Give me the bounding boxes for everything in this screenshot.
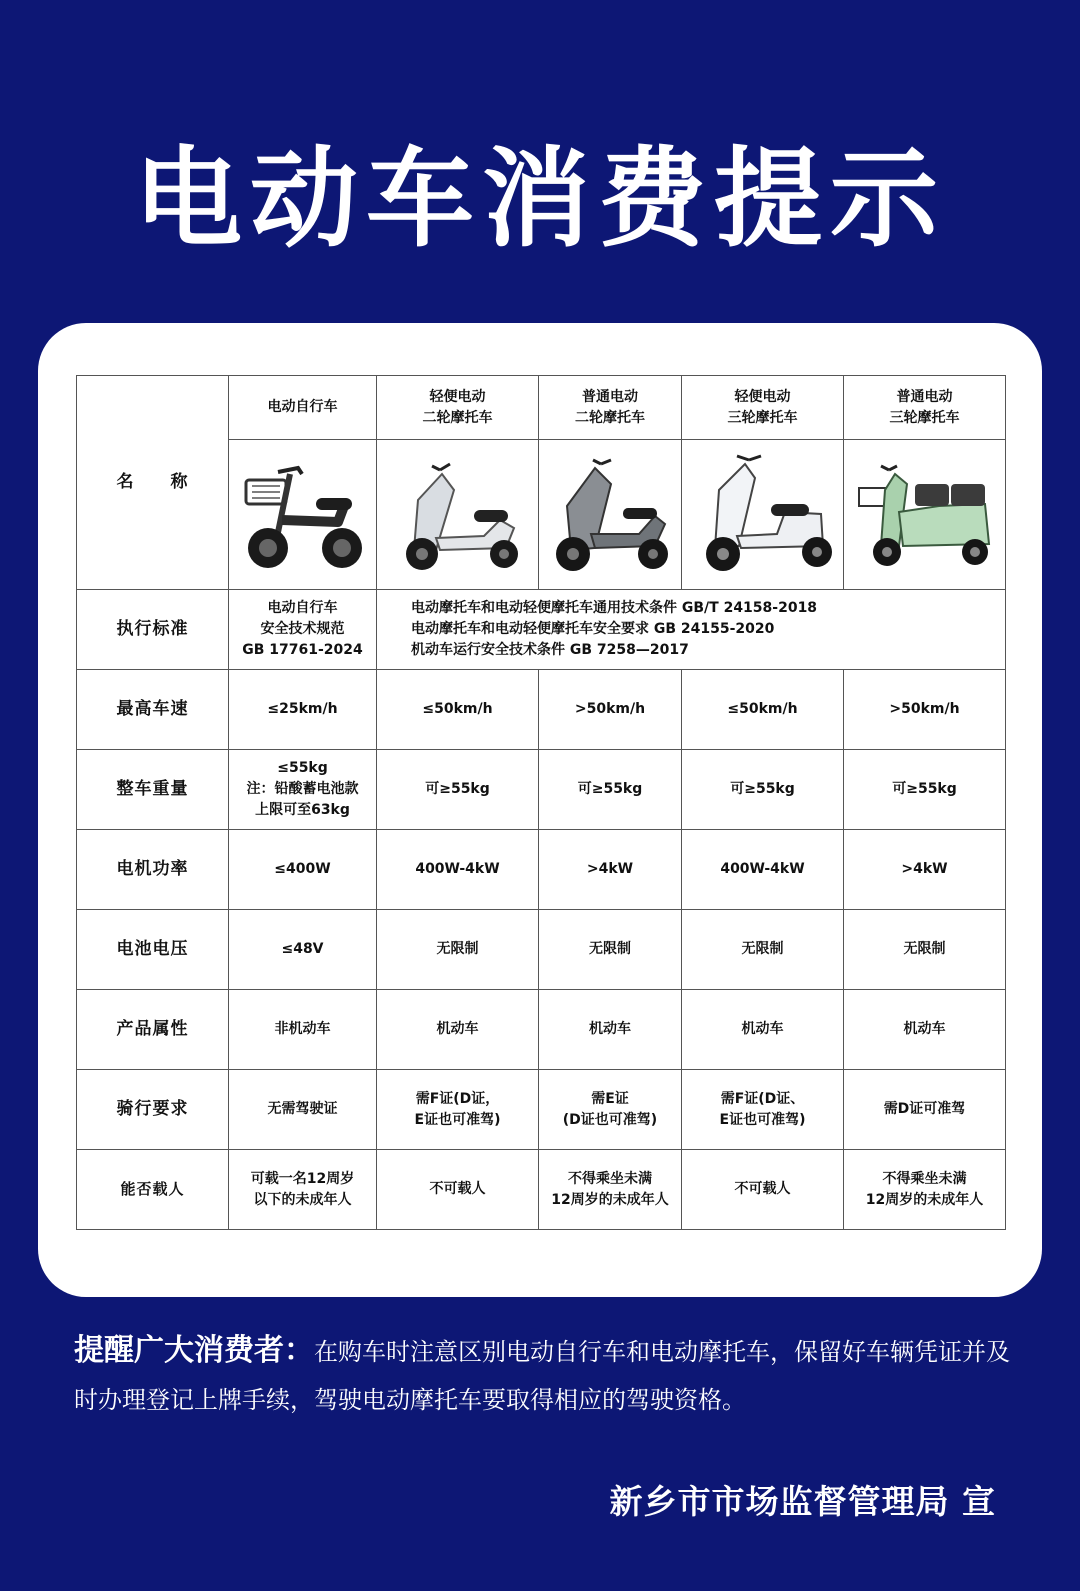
electric-tricycle-photo: [844, 440, 1006, 590]
table-cell: 不可载人: [682, 1150, 844, 1230]
table-cell: ≤50km/h: [377, 670, 539, 750]
standard-motorcycles: 电动摩托车和电动轻便摩托车通用技术条件 GB/T 24158-2018 电动摩托车和电动轻便摩托车安全要求 GB 24155-2020 机动车运行安全技术条件 GB 7258—2017: [377, 590, 1006, 670]
consumer-reminder: [74, 1327, 1024, 1424]
row-label-passenger: 能否载人: [77, 1150, 229, 1230]
table-cell: ≤50km/h: [682, 670, 844, 750]
table-row: [77, 830, 1006, 910]
row-label-voltage: 电池电压: [77, 910, 229, 990]
table-cell: 可≥55kg: [377, 750, 539, 830]
table-cell: 可≥55kg: [682, 750, 844, 830]
table-cell: 无限制: [377, 910, 539, 990]
reminder-text: 在购车时注意区别电动自行车和电动摩托车，保留好车辆凭证并及时办理登记上牌手续，驾驶电动摩托车要取得相应的驾驶资格。: [74, 1338, 1010, 1414]
row-label-riding: 骑行要求: [77, 1070, 229, 1150]
table-row: [77, 1070, 1006, 1150]
table-cell: 需F证(D证、 E证也可准驾): [682, 1070, 844, 1150]
table-cell: 非机动车: [229, 990, 377, 1070]
table-row: [77, 670, 1006, 750]
light-electric-motorcycle-photo: [377, 440, 539, 590]
comparison-table: [76, 375, 1006, 1230]
table-cell: ≤48V: [229, 910, 377, 990]
row-label-weight: 整车重量: [77, 750, 229, 830]
table-cell: 可≥55kg: [844, 750, 1006, 830]
table-cell: 可载一名12周岁 以下的未成年人: [229, 1150, 377, 1230]
table-cell: 机动车: [539, 990, 682, 1070]
e-bicycle-photo: [229, 440, 377, 590]
column-header-tricycle: 普通电动 三轮摩托车: [844, 376, 1006, 440]
row-label-standard: 执行标准: [77, 590, 229, 670]
table-cell: 机动车: [844, 990, 1006, 1070]
table-cell: 无需驾驶证: [229, 1070, 377, 1150]
table-cell: 需E证 (D证也可准驾): [539, 1070, 682, 1150]
column-header-light-motorcycle: 轻便电动 二轮摩托车: [377, 376, 539, 440]
table-cell: >4kW: [844, 830, 1006, 910]
table-cell: 400W-4kW: [377, 830, 539, 910]
page-title: 电动车消费提示: [133, 137, 946, 262]
table-cell: 400W-4kW: [682, 830, 844, 910]
column-header-motorcycle: 普通电动 二轮摩托车: [539, 376, 682, 440]
name-row-label: 名 称: [77, 376, 229, 590]
column-header-light-tricycle: 轻便电动 三轮摩托车: [682, 376, 844, 440]
table-row: [77, 750, 1006, 830]
table-cell: ≤400W: [229, 830, 377, 910]
table-cell: >4kW: [539, 830, 682, 910]
row-label-attribute: 产品属性: [77, 990, 229, 1070]
table-cell: 可≥55kg: [539, 750, 682, 830]
column-header-ebike: 电动自行车: [229, 376, 377, 440]
reminder-lead: 提醒广大消费者：: [74, 1333, 314, 1368]
table-cell: 需D证可准驾: [844, 1070, 1006, 1150]
table-cell: 需F证(D证， E证也可准驾): [377, 1070, 539, 1150]
standard-ebike: 电动自行车 安全技术规范 GB 17761-2024: [229, 590, 377, 670]
table-cell: 不得乘坐未满 12周岁的未成年人: [539, 1150, 682, 1230]
row-label-speed: 最高车速: [77, 670, 229, 750]
table-row: [77, 1150, 1006, 1230]
table-cell: 无限制: [539, 910, 682, 990]
table-cell: 无限制: [844, 910, 1006, 990]
table-cell: 机动车: [377, 990, 539, 1070]
electric-motorcycle-photo: [539, 440, 682, 590]
light-electric-tricycle-photo: [682, 440, 844, 590]
table-row: [77, 910, 1006, 990]
table-cell: ≤55kg 注：铅酸蓄电池款 上限可至63kg: [229, 750, 377, 830]
table-cell: >50km/h: [539, 670, 682, 750]
table-cell: ≤25km/h: [229, 670, 377, 750]
table-cell: 无限制: [682, 910, 844, 990]
table-cell: >50km/h: [844, 670, 1006, 750]
row-label-power: 电机功率: [77, 830, 229, 910]
table-cell: 机动车: [682, 990, 844, 1070]
table-cell: 不可载人: [377, 1150, 539, 1230]
issuer-signature: 新乡市市场监督管理局 宣: [609, 1482, 996, 1521]
table-row: [77, 990, 1006, 1070]
table-cell: 不得乘坐未满 12周岁的未成年人: [844, 1150, 1006, 1230]
